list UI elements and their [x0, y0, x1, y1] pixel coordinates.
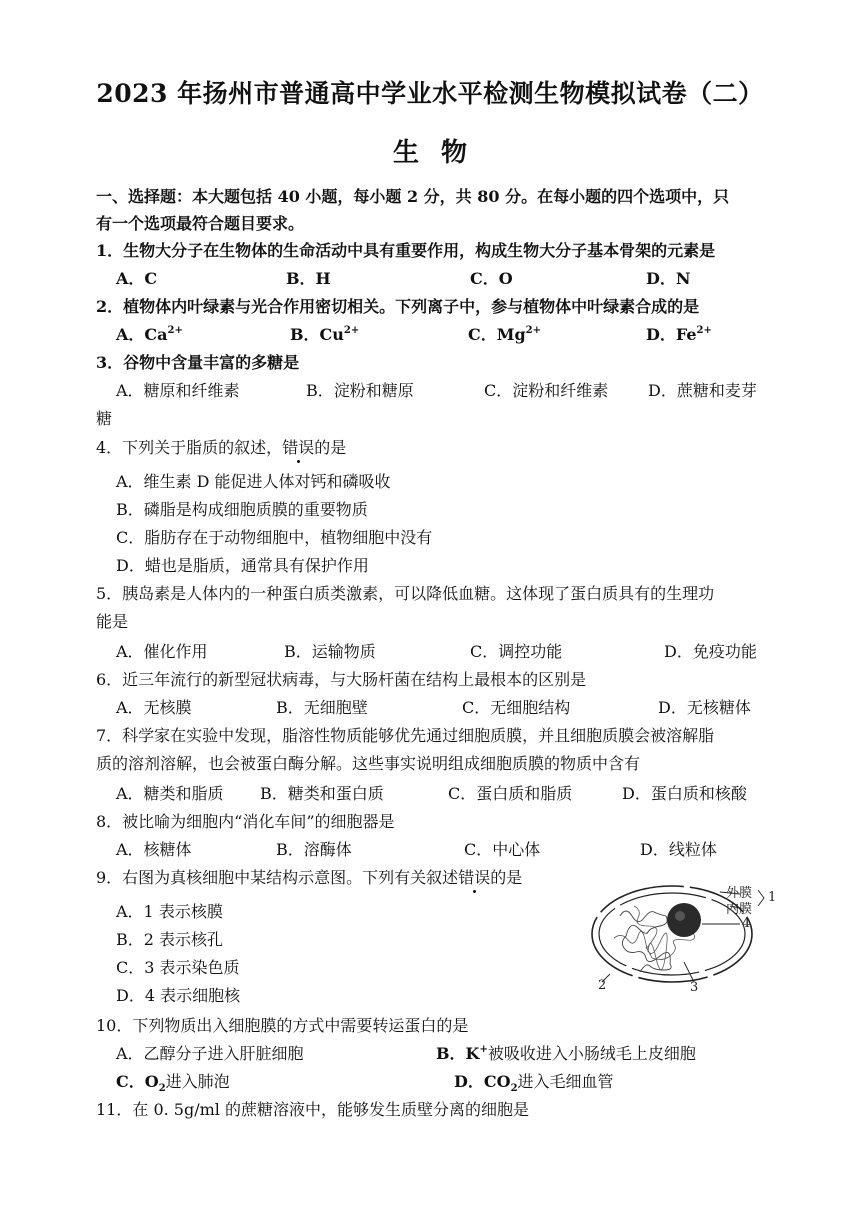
question-3-option-b: B．淀粉和糖原 [306, 381, 414, 400]
question-9-option-a: A．1 表示核膜 [116, 902, 223, 921]
question-9-option-c: C．3 表示染色质 [116, 958, 240, 977]
question-10-option-d: D．$CO_2$进入毛细血管 [454, 1072, 614, 1095]
question-10-stem: 10．下列物质出入细胞膜的方式中需要转运蛋白的是 [96, 1016, 469, 1035]
question-1-option-d: D．N [646, 269, 691, 288]
section-instructions-line2: 有一个选项最符合题目要求。 [96, 214, 305, 233]
nucleus-diagram [590, 876, 780, 994]
emphasis-wrong-2: 错误 [458, 868, 491, 887]
question-6-option-a: A．无核膜 [116, 698, 192, 717]
question-7-option-b: B．糖类和蛋白质 [260, 784, 384, 803]
label-outer-membrane: 外膜 [726, 886, 753, 901]
page-title: 2023 年扬州市普通高中学业水平检测生物模拟试卷（二） [96, 79, 764, 108]
question-4-option-b: B．磷脂是构成细胞质膜的重要物质 [116, 500, 368, 519]
question-6-option-b: B．无细胞壁 [276, 698, 368, 717]
inner-membrane-shape [599, 893, 745, 975]
question-2-option-d: D．$Fe^{2+}$ [646, 325, 712, 344]
subject-heading: 生物 [392, 138, 489, 168]
nucleolus-highlight [675, 911, 685, 921]
question-3-option-d-continued: 糖 [96, 409, 113, 428]
label-3: 3 [690, 980, 699, 995]
question-3-option-c: C．淀粉和纤维素 [484, 381, 609, 400]
question-2-option-b: B．$Cu^{2+}$ [290, 325, 360, 344]
question-9-option-b: B．2 表示核孔 [116, 930, 224, 949]
question-3-option-a: A．糖原和纤维素 [116, 381, 240, 400]
question-4-option-d: D．蜡也是脂质，通常具有保护作用 [116, 556, 369, 575]
label-2: 2 [598, 978, 607, 993]
question-5-option-b: B．运输物质 [284, 642, 376, 661]
label-4: 4 [742, 916, 751, 931]
question-3-option-d: D．蔗糖和麦芽 [648, 381, 757, 400]
question-9-option-d: D．4 表示细胞核 [116, 986, 241, 1005]
question-6-stem: 6．近三年流行的新型冠状病毒，与大肠杆菌在结构上最根本的区别是 [96, 670, 587, 689]
question-7-stem-line2: 质的溶剂溶解，也会被蛋白酶分解。这些事实说明组成细胞质膜的物质中含有 [96, 754, 641, 773]
question-5-option-a: A．催化作用 [116, 642, 208, 661]
question-5-option-d: D．免疫功能 [664, 642, 757, 661]
question-7-stem-line1: 7．科学家在实验中发现，脂溶性物质能够优先通过细胞质膜，并且细胞质膜会被溶解脂 [96, 726, 715, 745]
question-1-stem: 1．生物大分子在生物体的生命活动中具有重要作用，构成生物大分子基本骨架的元素是 [96, 241, 716, 260]
question-8-stem: 8．被比喻为细胞内“消化车间”的细胞器是 [96, 812, 395, 831]
question-1-option-a: A．C [116, 269, 158, 288]
question-6-option-c: C．无细胞结构 [462, 698, 571, 717]
question-6-option-d: D．无核糖体 [658, 698, 751, 717]
question-7-option-c: C．蛋白质和脂质 [448, 784, 573, 803]
question-9-stem: 9．右图为真核细胞中某结构示意图。下列有关叙述错误的是 [96, 868, 523, 887]
question-4-option-c: C．脂肪存在于动物细胞中，植物细胞中没有 [116, 528, 433, 547]
question-3-stem: 3．谷物中含量丰富的多糖是 [96, 353, 300, 372]
question-7-option-a: A．糖类和脂质 [116, 784, 224, 803]
section-instructions-line1: 一、选择题：本大题包括 40 小题，每小题 2 分，共 80 分。在每小题的四个选项中，只 [96, 187, 730, 206]
nucleolus-shape [667, 903, 701, 937]
question-2-option-c: C．$Mg^{2+}$ [468, 325, 541, 344]
question-1-option-b: B．H [286, 269, 331, 288]
question-8-option-b: B．溶酶体 [276, 840, 352, 859]
question-5-stem-line2: 能是 [96, 612, 129, 631]
question-8-option-a: A．核糖体 [116, 840, 192, 859]
label-1: 1 [768, 890, 777, 905]
question-10-option-a: A．乙醇分子进入肝脏细胞 [116, 1044, 304, 1063]
question-8-option-d: D．线粒体 [640, 840, 717, 859]
label-inner-membrane: 内膜 [726, 902, 753, 917]
question-4-stem: 4．下列关于脂质的叙述，错误的是 [96, 438, 347, 457]
question-2-option-a: A．$Ca^{2+}$ [116, 325, 183, 344]
question-10-option-c: C．$O_2$进入肺泡 [116, 1072, 230, 1095]
question-5-stem-line1: 5．胰岛素是人体内的一种蛋白质类激素，可以降低血糖。这体现了蛋白质具有的生理功 [96, 584, 715, 603]
question-10-option-b: B．K+被吸收进入小肠绒毛上皮细胞 [436, 1044, 696, 1063]
question-4-option-a: A．维生素 D 能促进人体对钙和磷吸收 [116, 472, 391, 491]
question-1-option-c: C．O [470, 269, 513, 288]
emphasis-wrong-1: 错误 [282, 438, 315, 457]
question-11-stem: 11．在 0. 5g/ml 的蔗糖溶液中，能够发生质壁分离的细胞是 [96, 1100, 529, 1119]
question-7-option-d: D．蛋白质和核酸 [622, 784, 747, 803]
question-2-stem: 2．植物体内叶绿素与光合作用密切相关。下列离子中，参与植物体中叶绿素合成的是 [96, 297, 700, 316]
question-5-option-c: C．调控功能 [470, 642, 563, 661]
question-8-option-c: C．中心体 [464, 840, 541, 859]
